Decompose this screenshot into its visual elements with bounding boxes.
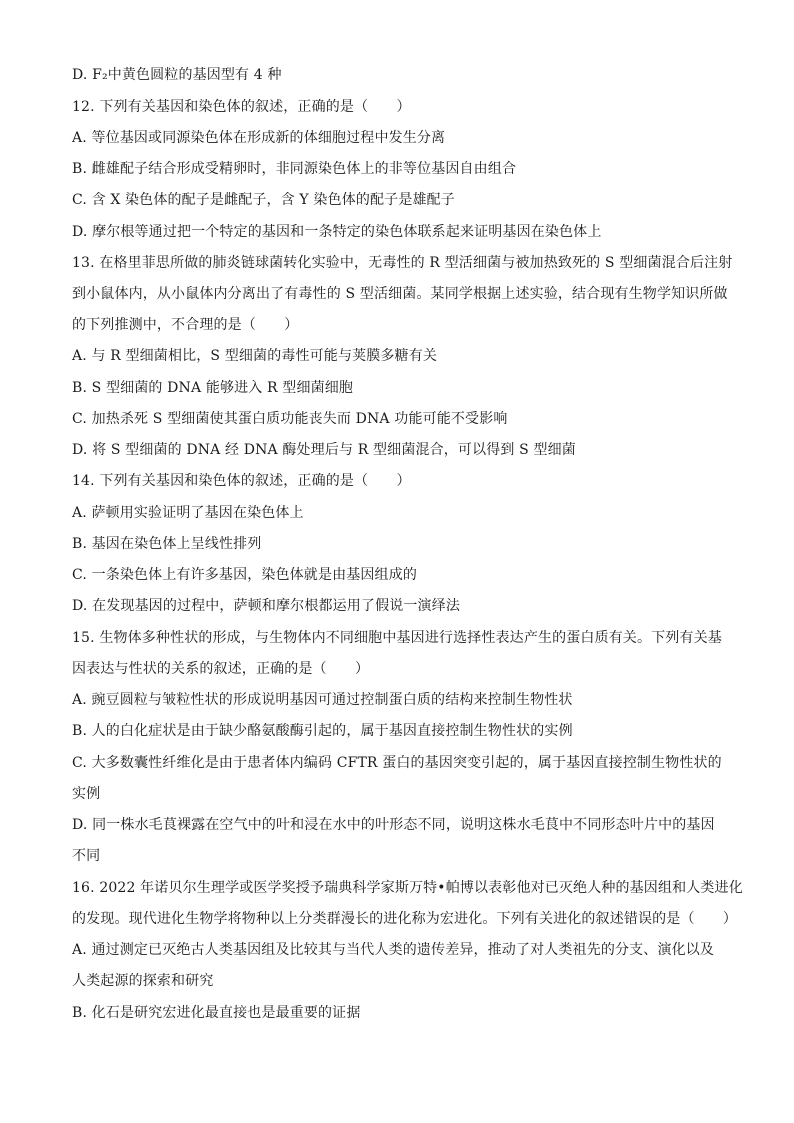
question-13-stem-cont: 的下列推测中，不合理的是（ ） [72,317,299,333]
option-d-q13: D. 将 S 型细菌的 DNA 经 DNA 酶处理后与 R 型细菌混合，可以得到 S 型细菌 [72,442,576,458]
option-b-q15: B. 人的白化症状是由于缺少酪氨酸酶引起的，属于基因直接控制生物性状的实例 [72,723,573,739]
question-16-stem: 16. 2022 年诺贝尔生理学或医学奖授予瑞典科学家斯万特•帕博以表彰他对已灭绝人种的基因组和人类进化 [72,880,743,896]
option-d-q14: D. 在发现基因的过程中，萨顿和摩尔根都运用了假说一演绎法 [72,598,460,614]
option-b-q16: B. 化石是研究宏进化最直接也是最重要的证据 [72,1005,361,1021]
question-14-stem: 14. 下列有关基因和染色体的叙述，正确的是（ ） [72,473,411,489]
question-15-stem: 15. 生物体多种性状的形成，与生物体内不同细胞中基因进行选择性表达产生的蛋白质有关。下列有关基 [72,630,722,646]
option-c-q13: C. 加热杀死 S 型细菌使其蛋白质功能丧失而 DNA 功能可能不受影响 [72,411,508,427]
option-a-q16-cont: 人类起源的探索和研究 [72,973,214,989]
question-13-stem: 13. 在格里菲思所做的肺炎链球菌转化实验中，无毒性的 R 型活细菌与被加热致死的 S 型细菌混合后注射 [72,255,733,271]
option-c-q12: C. 含 X 染色体的配子是雌配子，含 Y 染色体的配子是雄配子 [72,192,455,208]
option-b-q14: B. 基因在染色体上呈线性排列 [72,536,262,552]
option-d-q11: D. F₂中黄色圆粒的基因型有 4 种 [72,67,282,83]
option-d-q15: D. 同一株水毛茛裸露在空气中的叶和浸在水中的叶形态不同，说明这株水毛茛中不同形态叶片中的基因 [72,817,715,833]
option-a-q15: A. 豌豆圆粒与皱粒性状的形成说明基因可通过控制蛋白质的结构来控制生物性状 [72,692,573,708]
option-d-q12: D. 摩尔根等通过把一个特定的基因和一条特定的染色体联系起来证明基因在染色体上 [72,224,602,240]
option-c-q14: C. 一条染色体上有许多基因，染色体就是由基因组成的 [72,567,418,583]
option-b-q12: B. 雌雄配子结合形成受精卵时，非同源染色体上的非等位基因自由组合 [72,161,517,177]
option-c-q15-cont: 实例 [72,786,101,802]
question-12-stem: 12. 下列有关基因和染色体的叙述，正确的是（ ） [72,99,411,115]
option-a-q16: A. 通过测定已灭绝古人类基因组及比较其与当代人类的遗传差异，推动了对人类祖先的分支、演化以及 [72,942,715,958]
question-13-stem-cont: 到小鼠体内，从小鼠体内分离出了有毒性的 S 型活细菌。某同学根据上述实验，结合现有生物学知识所做 [72,286,728,302]
option-a-q12: A. 等位基因或同源染色体在形成新的体细胞过程中发生分离 [72,130,446,146]
option-b-q13: B. S 型细菌的 DNA 能够进入 R 型细菌细胞 [72,380,354,396]
option-c-q15: C. 大多数囊性纤维化是由于患者体内编码 CFTR 蛋白的基因突变引起的，属于基因直接控制生物性状的 [72,755,722,771]
option-a-q14: A. 萨顿用实验证明了基因在染色体上 [72,505,304,521]
option-a-q13: A. 与 R 型细菌相比，S 型细菌的毒性可能与荚膜多糖有关 [72,348,437,364]
option-d-q15-cont: 不同 [72,848,101,864]
question-15-stem-cont: 因表达与性状的关系的叙述，正确的是（ ） [72,661,370,677]
question-16-stem-cont: 的发现。现代进化生物学将物种以上分类群漫长的进化称为宏进化。下列有关进化的叙述错误的是（ ） [72,911,738,927]
